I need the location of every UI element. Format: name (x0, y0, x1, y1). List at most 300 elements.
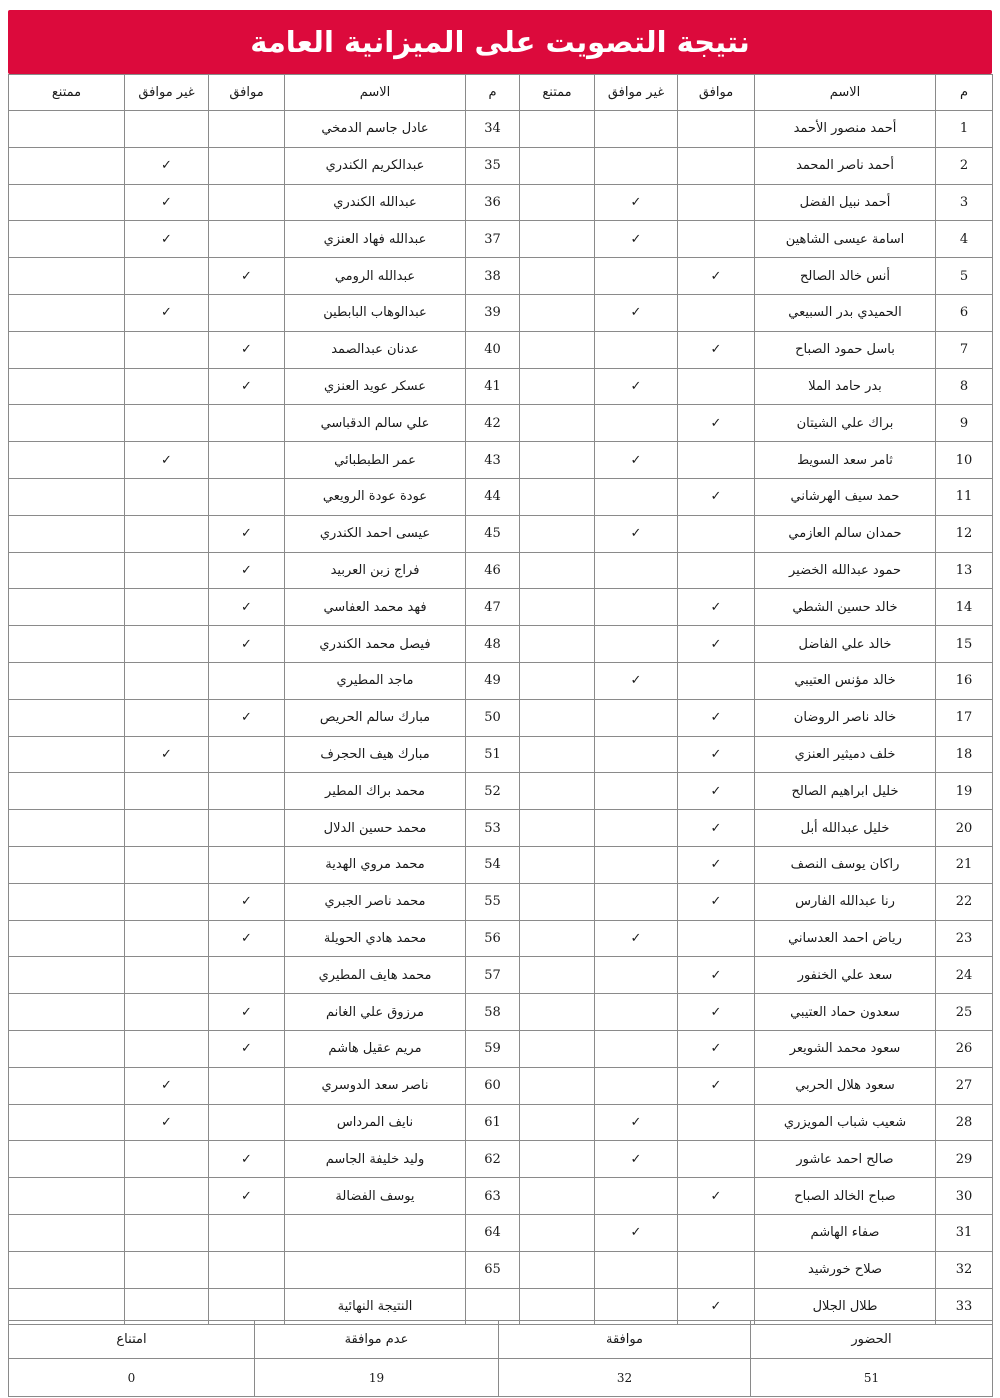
vote-abstain-cell (520, 699, 595, 736)
vote-check-icon: ✓ (209, 368, 285, 405)
table-row (9, 111, 993, 148)
vote-agree-cell (209, 736, 285, 773)
vote-check-icon: ✓ (678, 736, 755, 773)
table-row (9, 736, 993, 773)
member-number: 10 (936, 442, 993, 479)
member-name: رنا عبدالله الفارس (755, 883, 936, 920)
vote-abstain-cell (9, 147, 125, 184)
vote-abstain-cell (520, 810, 595, 847)
vote-agree-cell (209, 294, 285, 331)
vote-abstain-cell (520, 1030, 595, 1067)
vote-agree-cell (678, 294, 755, 331)
member-number: 4 (936, 221, 993, 258)
vote-abstain-cell (520, 221, 595, 258)
table-row (9, 883, 993, 920)
vote-abstain-cell (9, 1251, 125, 1288)
vote-check-icon: ✓ (678, 1030, 755, 1067)
vote-abstain-cell (520, 1104, 595, 1141)
vote-abstain-cell (9, 368, 125, 405)
vote-disagree-cell (125, 699, 209, 736)
vote-check-icon: ✓ (678, 699, 755, 736)
member-name: حمد سيف الهرشاني (755, 478, 936, 515)
vote-disagree-cell (595, 994, 678, 1031)
member-number: 42 (466, 405, 520, 442)
vote-abstain-cell (9, 331, 125, 368)
table-row (9, 331, 993, 368)
member-number: 18 (936, 736, 993, 773)
vote-abstain-cell (9, 258, 125, 295)
vote-check-icon: ✓ (595, 515, 678, 552)
member-name: ماجد المطيري (285, 662, 466, 699)
summary-label-agree: موافقة (499, 1321, 751, 1359)
member-name: عبدالكريم الكندري (285, 147, 466, 184)
member-name: خالد مؤنس العتيبي (755, 662, 936, 699)
vote-disagree-cell (595, 626, 678, 663)
member-number: 22 (936, 883, 993, 920)
vote-abstain-cell (9, 442, 125, 479)
vote-check-icon: ✓ (125, 221, 209, 258)
vote-check-icon: ✓ (209, 883, 285, 920)
member-number: 52 (466, 773, 520, 810)
vote-agree-cell (209, 478, 285, 515)
vote-agree-cell (678, 1251, 755, 1288)
vote-disagree-cell (125, 810, 209, 847)
vote-disagree-cell (125, 626, 209, 663)
vote-check-icon: ✓ (678, 994, 755, 1031)
vote-disagree-cell (595, 957, 678, 994)
vote-disagree-cell (125, 552, 209, 589)
table-row (9, 478, 993, 515)
header-num: م (466, 75, 520, 111)
vote-disagree-cell (125, 368, 209, 405)
vote-disagree-cell (595, 405, 678, 442)
table-row (9, 552, 993, 589)
member-number: 55 (466, 883, 520, 920)
member-name (285, 1251, 466, 1288)
member-name: وليد خليفة الجاسم (285, 1141, 466, 1178)
member-name: عسكر عويد العنزي (285, 368, 466, 405)
member-name: اسامة عيسى الشاهين (755, 221, 936, 258)
vote-check-icon: ✓ (209, 1030, 285, 1067)
vote-agree-cell (209, 1214, 285, 1251)
vote-abstain-cell (520, 846, 595, 883)
table-row (9, 294, 993, 331)
member-name: باسل حمود الصباح (755, 331, 936, 368)
table-row (9, 994, 993, 1031)
vote-disagree-cell (125, 773, 209, 810)
member-name: محمد براك المطير (285, 773, 466, 810)
member-number: 38 (466, 258, 520, 295)
vote-agree-cell (678, 221, 755, 258)
vote-disagree-cell (125, 589, 209, 626)
vote-disagree-cell (595, 699, 678, 736)
vote-check-icon: ✓ (125, 1067, 209, 1104)
vote-agree-cell (209, 221, 285, 258)
member-name: محمد هادي الحويلة (285, 920, 466, 957)
vote-check-icon: ✓ (209, 626, 285, 663)
vote-disagree-cell (125, 1214, 209, 1251)
table-row (9, 515, 993, 552)
header-num: م (936, 75, 993, 111)
vote-check-icon: ✓ (209, 699, 285, 736)
member-name: فهد محمد العفاسي (285, 589, 466, 626)
vote-disagree-cell (125, 957, 209, 994)
member-name: طلال الجلال (755, 1288, 936, 1325)
vote-disagree-cell (125, 846, 209, 883)
member-name: عيسى احمد الكندري (285, 515, 466, 552)
vote-abstain-cell (9, 773, 125, 810)
member-number: 56 (466, 920, 520, 957)
vote-abstain-cell (9, 478, 125, 515)
vote-check-icon: ✓ (678, 1288, 755, 1325)
vote-abstain-cell (9, 111, 125, 148)
summary-value-abstain: 0 (9, 1359, 255, 1397)
vote-check-icon: ✓ (125, 736, 209, 773)
header-agree: موافق (209, 75, 285, 111)
member-number: 51 (466, 736, 520, 773)
vote-disagree-cell (125, 1030, 209, 1067)
vote-agree-cell (209, 184, 285, 221)
header-disagree: غير موافق (125, 75, 209, 111)
vote-check-icon: ✓ (678, 1067, 755, 1104)
vote-abstain-cell (9, 294, 125, 331)
vote-disagree-cell (595, 736, 678, 773)
member-name: مريم عقيل هاشم (285, 1030, 466, 1067)
vote-abstain-cell (9, 810, 125, 847)
member-number: 20 (936, 810, 993, 847)
vote-abstain-cell (9, 184, 125, 221)
vote-abstain-cell (9, 883, 125, 920)
vote-disagree-cell (595, 478, 678, 515)
vote-agree-cell (209, 773, 285, 810)
member-name: محمد مروي الهدية (285, 846, 466, 883)
vote-check-icon: ✓ (595, 920, 678, 957)
member-number: 13 (936, 552, 993, 589)
vote-disagree-cell (595, 773, 678, 810)
member-name: النتيجة النهائية (285, 1288, 466, 1325)
member-number: 3 (936, 184, 993, 221)
vote-disagree-cell (595, 111, 678, 148)
table-row (9, 1214, 993, 1251)
vote-abstain-cell (520, 184, 595, 221)
vote-disagree-cell (595, 1067, 678, 1104)
table-row (9, 810, 993, 847)
vote-abstain-cell (520, 368, 595, 405)
member-name: أحمد نبيل الفضل (755, 184, 936, 221)
vote-abstain-cell (520, 147, 595, 184)
member-name: حمدان سالم العازمي (755, 515, 936, 552)
vote-abstain-cell (9, 920, 125, 957)
member-name: صالح احمد عاشور (755, 1141, 936, 1178)
member-number: 15 (936, 626, 993, 663)
vote-agree-cell (209, 442, 285, 479)
vote-abstain-cell (9, 1067, 125, 1104)
table-row (9, 147, 993, 184)
table-row (9, 1141, 993, 1178)
member-number: 23 (936, 920, 993, 957)
vote-check-icon: ✓ (595, 221, 678, 258)
member-number: 65 (466, 1251, 520, 1288)
member-number: 26 (936, 1030, 993, 1067)
vote-check-icon: ✓ (209, 331, 285, 368)
table-row (9, 699, 993, 736)
table-row (9, 405, 993, 442)
vote-check-icon: ✓ (209, 1178, 285, 1215)
vote-agree-cell (678, 1214, 755, 1251)
vote-check-icon: ✓ (678, 626, 755, 663)
vote-check-icon: ✓ (678, 810, 755, 847)
member-number: 16 (936, 662, 993, 699)
summary-table (8, 1320, 993, 1397)
summary-values-row (9, 1359, 993, 1397)
vote-abstain-cell (9, 846, 125, 883)
member-number: 54 (466, 846, 520, 883)
vote-disagree-cell (595, 258, 678, 295)
vote-disagree-cell (125, 405, 209, 442)
vote-disagree-cell (125, 994, 209, 1031)
table-row (9, 368, 993, 405)
vote-abstain-cell (520, 1251, 595, 1288)
vote-check-icon: ✓ (209, 552, 285, 589)
member-name: خالد علي الفاضل (755, 626, 936, 663)
table-header-row (9, 75, 993, 111)
vote-abstain-cell (520, 589, 595, 626)
table-row (9, 957, 993, 994)
member-name: خالد ناصر الروضان (755, 699, 936, 736)
table-row (9, 1104, 993, 1141)
member-number: 8 (936, 368, 993, 405)
header-abstain: ممتنع (9, 75, 125, 111)
member-number: 43 (466, 442, 520, 479)
vote-check-icon: ✓ (595, 442, 678, 479)
table-row (9, 184, 993, 221)
vote-abstain-cell (9, 699, 125, 736)
table-row (9, 920, 993, 957)
vote-abstain-cell (520, 442, 595, 479)
vote-abstain-cell (9, 994, 125, 1031)
member-number: 58 (466, 994, 520, 1031)
vote-disagree-cell (595, 331, 678, 368)
member-name: براك علي الشيتان (755, 405, 936, 442)
vote-abstain-cell (520, 552, 595, 589)
vote-abstain-cell (9, 405, 125, 442)
vote-abstain-cell (520, 294, 595, 331)
vote-agree-cell (209, 846, 285, 883)
member-number: 44 (466, 478, 520, 515)
summary-label-abstain: امتناع (9, 1321, 255, 1359)
vote-check-icon: ✓ (678, 883, 755, 920)
member-number: 64 (466, 1214, 520, 1251)
vote-abstain-cell (9, 1178, 125, 1215)
vote-abstain-cell (9, 589, 125, 626)
vote-disagree-cell (595, 1251, 678, 1288)
table-row (9, 846, 993, 883)
vote-agree-cell (678, 442, 755, 479)
vote-agree-cell (209, 1251, 285, 1288)
member-name: سعدون حماد العتيبي (755, 994, 936, 1031)
member-name: خالد حسين الشطي (755, 589, 936, 626)
member-number: 41 (466, 368, 520, 405)
member-number: 59 (466, 1030, 520, 1067)
member-name: سعد علي الخنفور (755, 957, 936, 994)
vote-disagree-cell (125, 1251, 209, 1288)
member-number: 24 (936, 957, 993, 994)
member-name: مبارك هيف الحجرف (285, 736, 466, 773)
member-name (285, 1214, 466, 1251)
vote-agree-cell (678, 920, 755, 957)
member-name: صفاء الهاشم (755, 1214, 936, 1251)
member-name: راكان يوسف النصف (755, 846, 936, 883)
member-number: 31 (936, 1214, 993, 1251)
vote-agree-cell (678, 552, 755, 589)
vote-check-icon: ✓ (209, 994, 285, 1031)
vote-abstain-cell (9, 662, 125, 699)
member-name: محمد ناصر الجبري (285, 883, 466, 920)
table-row (9, 442, 993, 479)
member-name: مبارك سالم الحريص (285, 699, 466, 736)
vote-check-icon: ✓ (595, 1141, 678, 1178)
member-name: سعود هلال الحربي (755, 1067, 936, 1104)
member-number: 6 (936, 294, 993, 331)
member-name: ثامر سعد السويط (755, 442, 936, 479)
summary-value-disagree: 19 (255, 1359, 499, 1397)
vote-check-icon: ✓ (125, 147, 209, 184)
member-name: مرزوق علي الغانم (285, 994, 466, 1031)
vote-abstain-cell (520, 1214, 595, 1251)
header-agree: موافق (678, 75, 755, 111)
member-number: 1 (936, 111, 993, 148)
vote-check-icon: ✓ (209, 258, 285, 295)
member-name: صلاح خورشيد (755, 1251, 936, 1288)
vote-check-icon: ✓ (678, 846, 755, 883)
vote-check-icon: ✓ (595, 368, 678, 405)
member-number: 21 (936, 846, 993, 883)
member-number: 62 (466, 1141, 520, 1178)
vote-check-icon: ✓ (209, 920, 285, 957)
member-number: 48 (466, 626, 520, 663)
member-number: 34 (466, 111, 520, 148)
member-number: 9 (936, 405, 993, 442)
vote-abstain-cell (520, 883, 595, 920)
vote-abstain-cell (9, 1141, 125, 1178)
table-row (9, 626, 993, 663)
member-name: فراج زبن العربيد (285, 552, 466, 589)
member-number: 11 (936, 478, 993, 515)
vote-abstain-cell (520, 1067, 595, 1104)
vote-agree-cell (678, 111, 755, 148)
vote-abstain-cell (520, 920, 595, 957)
vote-agree-cell (209, 662, 285, 699)
member-name: عبدالله الكندري (285, 184, 466, 221)
vote-check-icon: ✓ (678, 1178, 755, 1215)
vote-abstain-cell (9, 957, 125, 994)
member-number: 39 (466, 294, 520, 331)
member-number: 12 (936, 515, 993, 552)
vote-check-icon: ✓ (678, 478, 755, 515)
vote-check-icon: ✓ (595, 294, 678, 331)
member-number: 30 (936, 1178, 993, 1215)
vote-abstain-cell (9, 1030, 125, 1067)
vote-agree-cell (678, 147, 755, 184)
vote-agree-cell (209, 405, 285, 442)
vote-abstain-cell (520, 662, 595, 699)
vote-abstain-cell (520, 1141, 595, 1178)
member-name: محمد هايف المطيري (285, 957, 466, 994)
member-number: 25 (936, 994, 993, 1031)
member-name: عمر الطبطبائي (285, 442, 466, 479)
table-row (9, 221, 993, 258)
header-name: الاسم (285, 75, 466, 111)
member-name: حمود عبدالله الخضير (755, 552, 936, 589)
vote-abstain-cell (520, 258, 595, 295)
vote-disagree-cell (125, 258, 209, 295)
header-disagree: غير موافق (595, 75, 678, 111)
member-number: 49 (466, 662, 520, 699)
vote-check-icon: ✓ (125, 294, 209, 331)
member-name: علي سالم الدقباسي (285, 405, 466, 442)
vote-abstain-cell (9, 1214, 125, 1251)
member-number: 35 (466, 147, 520, 184)
vote-abstain-cell (9, 515, 125, 552)
vote-disagree-cell (125, 478, 209, 515)
vote-abstain-cell (520, 111, 595, 148)
vote-check-icon: ✓ (678, 258, 755, 295)
vote-abstain-cell (520, 773, 595, 810)
member-number: 61 (466, 1104, 520, 1141)
member-number: 63 (466, 1178, 520, 1215)
table-row (9, 1067, 993, 1104)
member-number: 50 (466, 699, 520, 736)
vote-disagree-cell (595, 147, 678, 184)
summary-labels-row (9, 1321, 993, 1359)
member-name: أحمد منصور الأحمد (755, 111, 936, 148)
vote-disagree-cell (125, 920, 209, 957)
vote-check-icon: ✓ (125, 442, 209, 479)
member-name: يوسف الفضالة (285, 1178, 466, 1215)
table-row (9, 773, 993, 810)
member-name: عادل جاسم الدمخي (285, 111, 466, 148)
member-number: 27 (936, 1067, 993, 1104)
vote-check-icon: ✓ (595, 184, 678, 221)
vote-check-icon: ✓ (125, 1104, 209, 1141)
member-name: الحميدي بدر السبيعي (755, 294, 936, 331)
vote-abstain-cell (520, 1178, 595, 1215)
member-number: 2 (936, 147, 993, 184)
vote-agree-cell (678, 662, 755, 699)
member-number: 19 (936, 773, 993, 810)
member-number: 28 (936, 1104, 993, 1141)
member-number: 40 (466, 331, 520, 368)
vote-disagree-cell (125, 331, 209, 368)
header-name: الاسم (755, 75, 936, 111)
vote-agree-cell (678, 184, 755, 221)
vote-check-icon: ✓ (678, 773, 755, 810)
vote-check-icon: ✓ (595, 1104, 678, 1141)
table-row (9, 589, 993, 626)
vote-disagree-cell (595, 846, 678, 883)
member-number: 7 (936, 331, 993, 368)
vote-check-icon: ✓ (209, 1141, 285, 1178)
vote-agree-cell (678, 1104, 755, 1141)
vote-abstain-cell (520, 515, 595, 552)
vote-disagree-cell (595, 883, 678, 920)
member-number: 45 (466, 515, 520, 552)
member-name: عودة عودة الرويعي (285, 478, 466, 515)
vote-agree-cell (209, 957, 285, 994)
member-number: 32 (936, 1251, 993, 1288)
vote-disagree-cell (595, 810, 678, 847)
table-row (9, 258, 993, 295)
